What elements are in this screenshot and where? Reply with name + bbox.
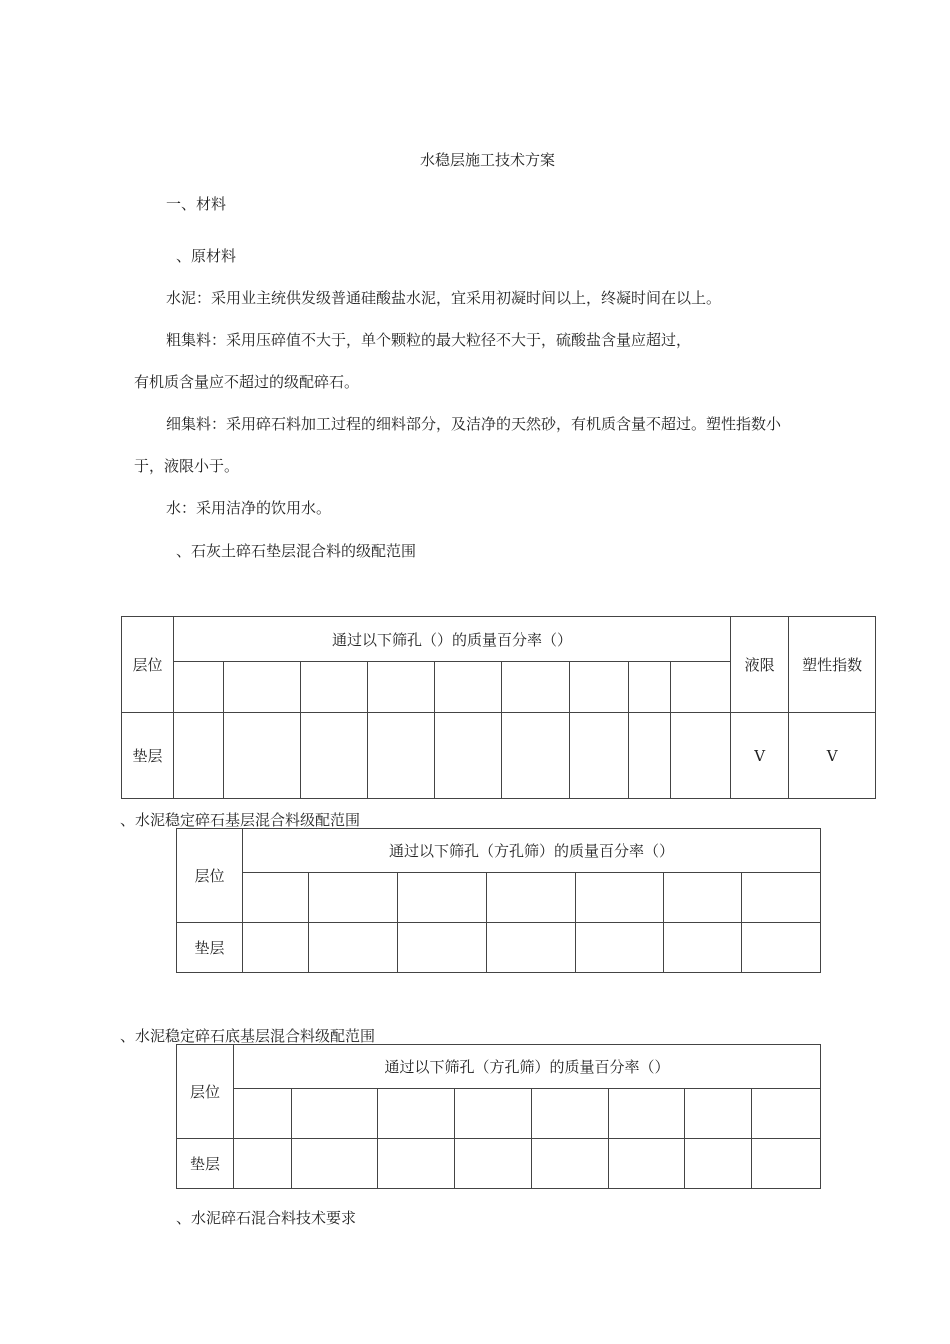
- sieve-cell: [742, 873, 821, 923]
- data-cell: [435, 713, 502, 799]
- sieve-cell: [292, 1089, 378, 1139]
- data-cell: [671, 713, 731, 799]
- col-header-layer: 层位: [177, 829, 243, 923]
- row-label-cushion: 垫层: [122, 713, 174, 799]
- sieve-cell: [629, 662, 671, 713]
- data-cell: [685, 1139, 752, 1189]
- data-cell: [243, 923, 309, 973]
- data-cell: [487, 923, 576, 973]
- section-materials-heading: 一、材料: [166, 195, 227, 213]
- data-cell: [174, 713, 224, 799]
- sieve-cell: [532, 1089, 609, 1139]
- table-row: [122, 713, 876, 799]
- sieve-cell: [609, 1089, 685, 1139]
- subheading-base-gradation: 、水泥稳定碎石基层混合料级配范围: [120, 811, 361, 829]
- sieve-cell: [664, 873, 742, 923]
- liquid-limit-value: V: [731, 713, 789, 799]
- subheading-subbase-gradation: 、水泥稳定碎石底基层混合料级配范围: [120, 1027, 376, 1045]
- sieve-cell: [301, 662, 368, 713]
- data-cell: [368, 713, 435, 799]
- row-label-cushion: 垫层: [177, 923, 243, 973]
- data-cell: [532, 1139, 609, 1189]
- sieve-cell: [174, 662, 224, 713]
- sieve-cell: [455, 1089, 532, 1139]
- paragraph-coarse-aggregate-cont: 有机质含量应不超过的级配碎石。: [134, 373, 360, 391]
- data-cell: [455, 1139, 532, 1189]
- table-row: [177, 1139, 821, 1189]
- subheading-lime-soil-gradation: 、石灰土碎石垫层混合料的级配范围: [176, 542, 417, 560]
- data-cell: [378, 1139, 455, 1189]
- sieve-cell: [309, 873, 398, 923]
- data-cell: [301, 713, 368, 799]
- sieve-cell: [368, 662, 435, 713]
- plasticity-index-value: V: [789, 713, 876, 799]
- sieve-cell: [502, 662, 570, 713]
- col-header-sieve-pass: 通过以下筛孔（方孔筛）的质量百分率（）: [243, 829, 821, 873]
- subheading-raw-materials: 、原材料: [176, 247, 237, 265]
- paragraph-fine-aggregate-cont: 于，液限小于。: [134, 457, 240, 475]
- data-cell: [309, 923, 398, 973]
- sieve-cell: [435, 662, 502, 713]
- table-row: [177, 923, 821, 973]
- sieve-cell: [576, 873, 664, 923]
- sieve-cell: [243, 873, 309, 923]
- paragraph-water: 水：采用洁净的饮用水。: [166, 499, 332, 517]
- col-header-sieve-pass: 通过以下筛孔（）的质量百分率（）: [174, 617, 731, 662]
- lime-soil-gradation-table: [121, 616, 876, 799]
- col-header-sieve-pass: 通过以下筛孔（方孔筛）的质量百分率（）: [234, 1045, 821, 1089]
- data-cell: [576, 923, 664, 973]
- sieve-cell: [398, 873, 487, 923]
- data-cell: [570, 713, 629, 799]
- sieve-cell: [752, 1089, 821, 1139]
- sieve-cell: [671, 662, 731, 713]
- data-cell: [629, 713, 671, 799]
- paragraph-coarse-aggregate: 粗集料：采用压碎值不大于，单个颗粒的最大粒径不大于，硫酸盐含量应超过，: [166, 331, 692, 349]
- data-cell: [398, 923, 487, 973]
- doc-title: 水稳层施工技术方案: [420, 151, 556, 169]
- subheading-cement-mix-requirements: 、水泥碎石混合料技术要求: [176, 1209, 357, 1227]
- sieve-cell: [378, 1089, 455, 1139]
- col-header-liquid-limit: 液限: [731, 617, 789, 713]
- sieve-cell: [685, 1089, 752, 1139]
- paragraph-cement: 水泥：采用业主统供发级普通硅酸盐水泥，宜采用初凝时间以上，终凝时间在以上。: [166, 289, 722, 307]
- paragraph-fine-aggregate: 细集料：采用碎石料加工过程的细料部分，及洁净的天然砂，有机质含量不超过。塑性指数小: [166, 415, 782, 433]
- data-cell: [742, 923, 821, 973]
- col-header-plasticity-index: 塑性指数: [789, 617, 876, 713]
- data-cell: [502, 713, 570, 799]
- data-cell: [664, 923, 742, 973]
- data-cell: [224, 713, 301, 799]
- row-label-cushion: 垫层: [177, 1139, 234, 1189]
- sieve-cell: [487, 873, 576, 923]
- sieve-cell: [570, 662, 629, 713]
- sieve-cell: [224, 662, 301, 713]
- subbase-gradation-table: [176, 1044, 821, 1189]
- data-cell: [752, 1139, 821, 1189]
- base-gradation-table: [176, 828, 821, 973]
- data-cell: [292, 1139, 378, 1189]
- data-cell: [609, 1139, 685, 1189]
- sieve-cell: [234, 1089, 292, 1139]
- data-cell: [234, 1139, 292, 1189]
- col-header-layer: 层位: [122, 617, 174, 713]
- col-header-layer: 层位: [177, 1045, 234, 1139]
